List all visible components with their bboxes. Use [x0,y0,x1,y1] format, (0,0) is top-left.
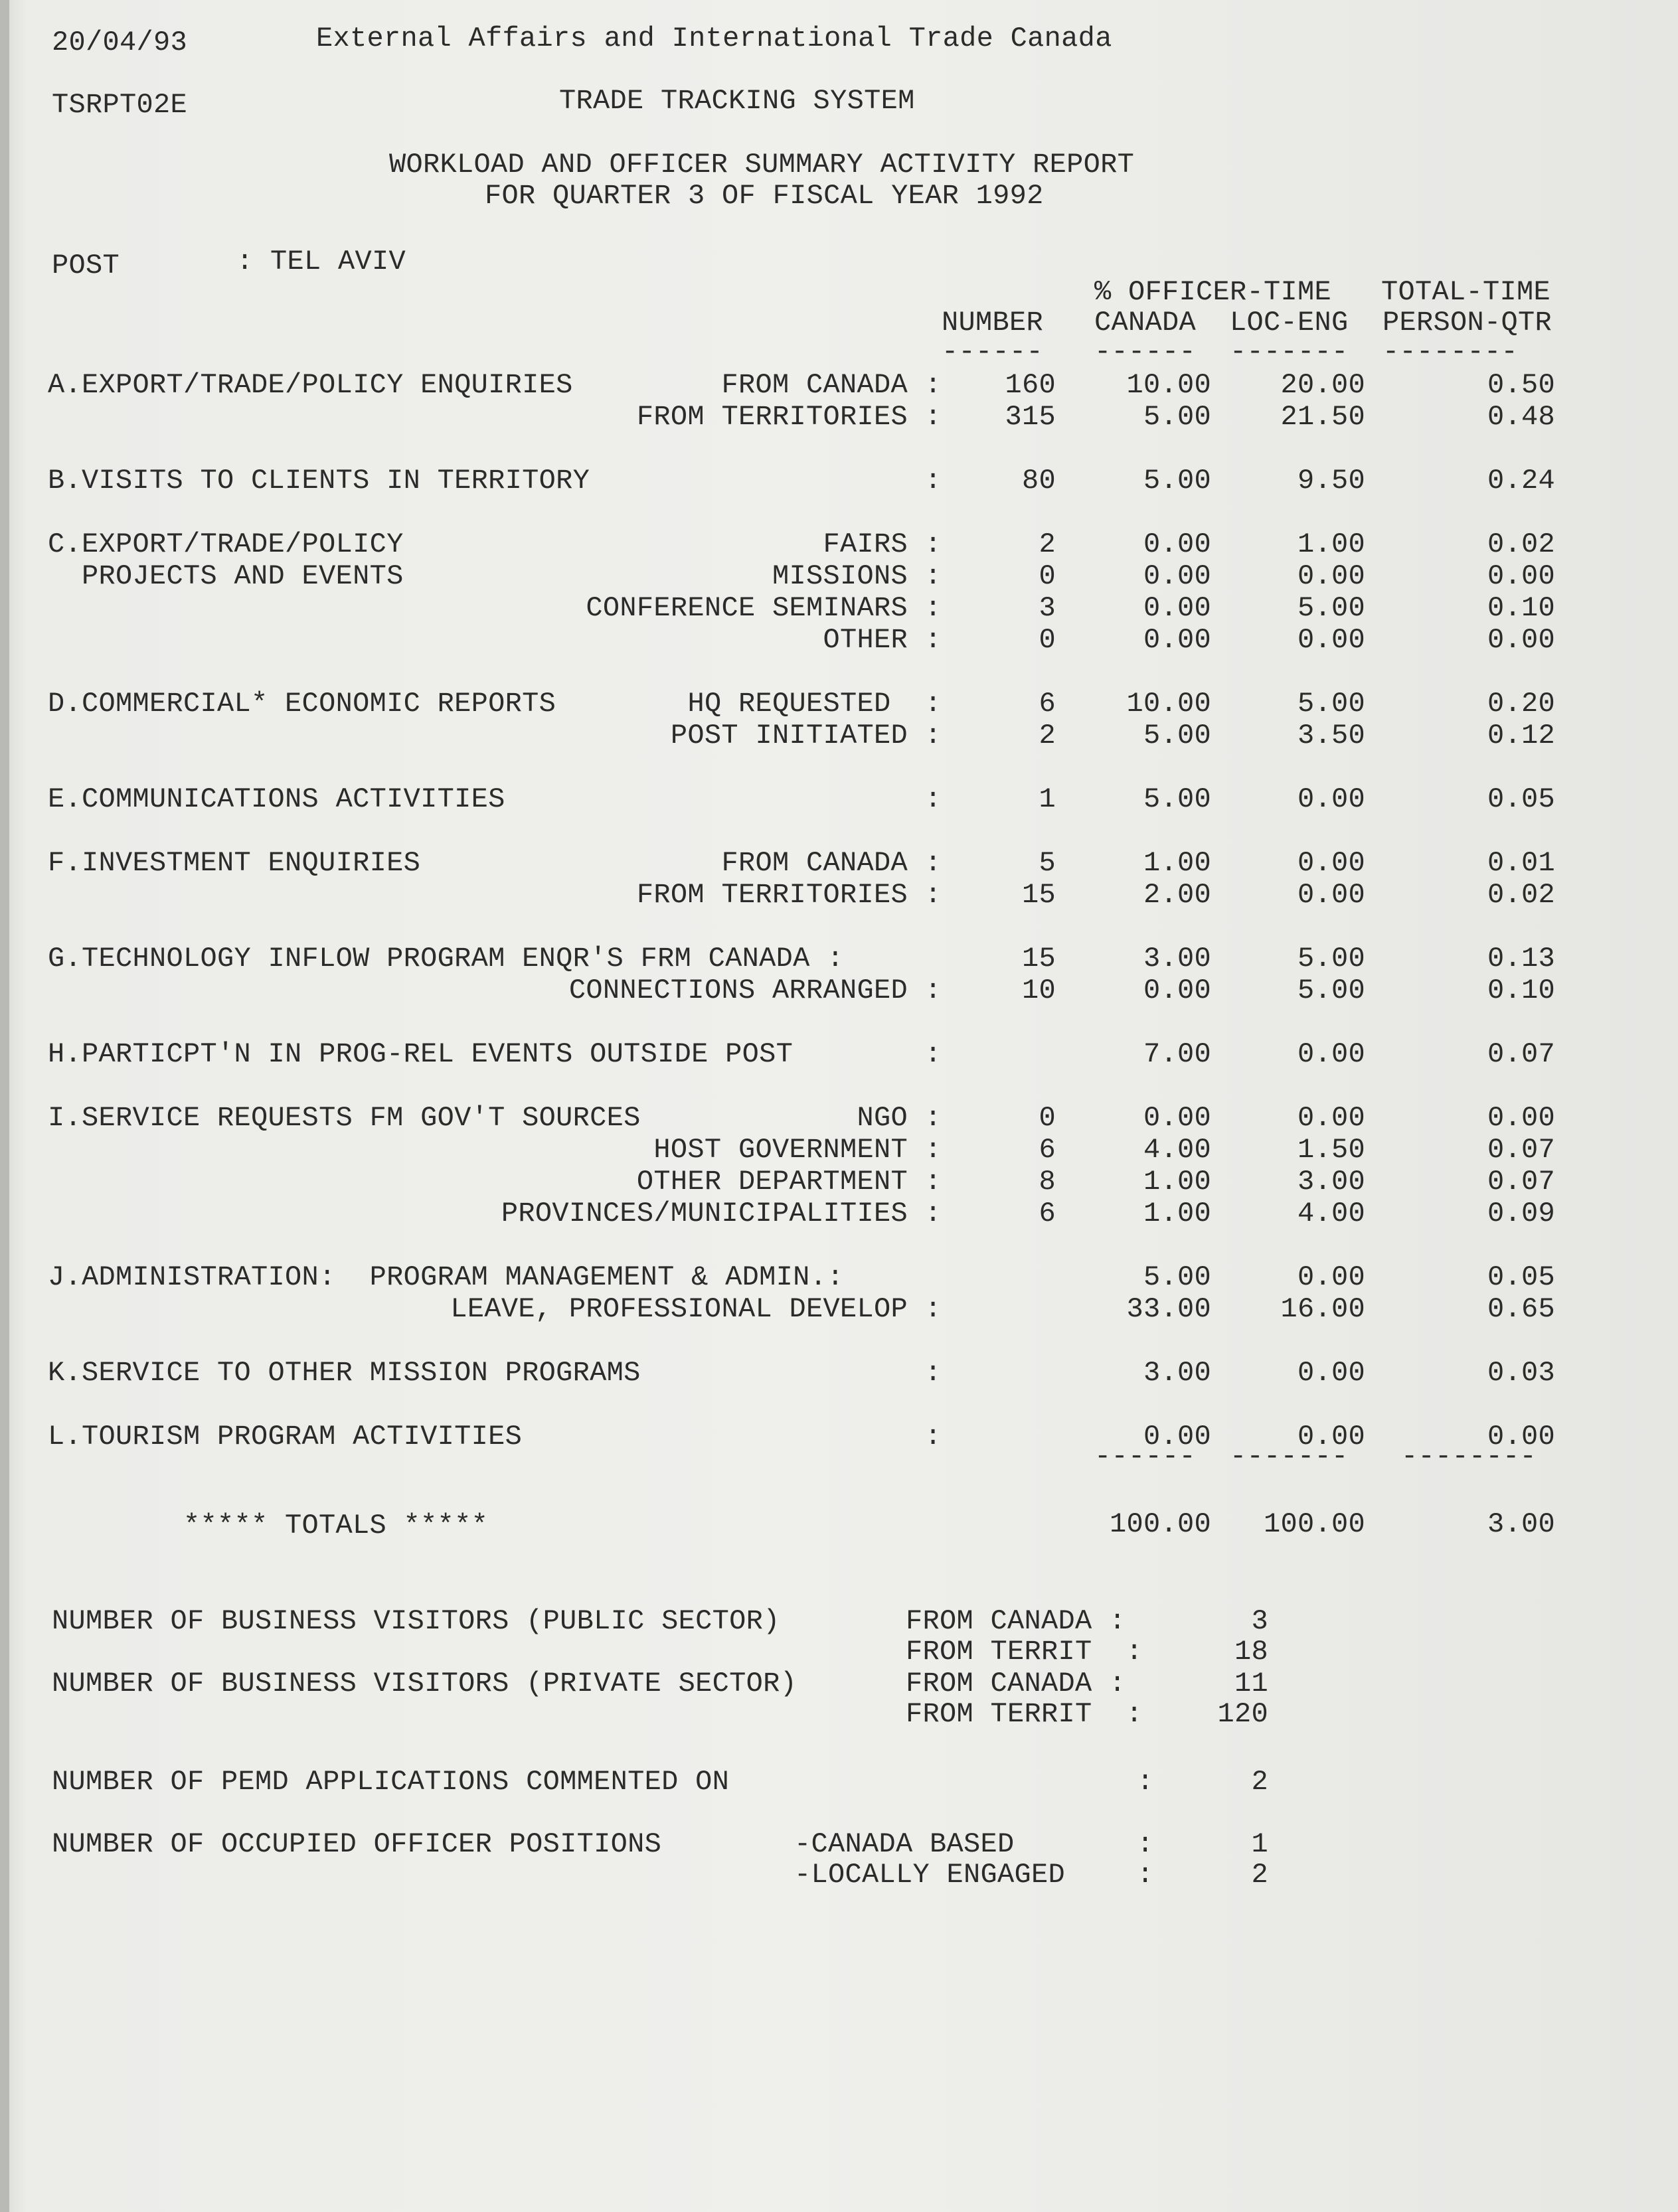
row-number: 6 [1039,1134,1056,1166]
row-loceng-pct: 0.00 [1297,1261,1365,1293]
row-canada-pct: 0.00 [1143,560,1211,592]
row-canada-pct: 0.00 [1143,1421,1211,1453]
row-loceng-pct: 0.00 [1297,560,1365,592]
row-person-qtr: 0.07 [1487,1166,1555,1198]
row-person-qtr: 0.02 [1487,528,1555,560]
row-sublabel: FROM TERRITORIES : [636,401,942,433]
row-person-qtr: 0.05 [1487,783,1555,815]
row-sublabel: MISSIONS : [772,560,942,592]
row-number: 8 [1039,1166,1056,1198]
row-number: 15 [1021,943,1056,975]
row-canada-pct: 33.00 [1126,1293,1211,1325]
row-canada-pct: 0.00 [1143,528,1211,560]
row-label: B.VISITS TO CLIENTS IN TERRITORY [48,465,590,497]
totals-person-underline: -------- [1401,1441,1537,1472]
row-number: 0 [1039,1102,1056,1134]
row-person-qtr: 0.12 [1487,720,1555,751]
row-person-qtr: 0.00 [1487,1421,1555,1453]
row-sublabel: POST INITIATED : [670,720,942,751]
row-canada-pct: 5.00 [1143,720,1211,751]
row-number: 15 [1021,879,1056,911]
visitors-private-from-territ: FROM TERRIT : [906,1698,1143,1730]
row-canada-pct: 10.00 [1126,369,1211,401]
visitors-private-from-canada: FROM CANADA : [906,1668,1126,1699]
row-label: C.EXPORT/TRADE/POLICY [48,528,404,560]
row-person-qtr: 0.00 [1487,560,1555,592]
row-sublabel: : [924,783,942,815]
number-underline: ------ [942,336,1044,368]
row-loceng-pct: 4.00 [1297,1198,1365,1229]
row-loceng-pct: 0.00 [1297,847,1365,879]
row-label: D.COMMERCIAL* ECONOMIC REPORTS [48,688,556,720]
row-loceng-pct: 3.50 [1297,720,1365,751]
row-sublabel: FROM TERRITORIES : [636,879,942,911]
row-loceng-pct: 1.50 [1297,1134,1365,1166]
row-number: 6 [1039,688,1056,720]
row-number: 0 [1039,624,1056,656]
positions-canada-colon: : [1137,1828,1154,1860]
row-sublabel: NGO : [857,1102,942,1134]
visitors-public-from-canada: FROM CANADA : [906,1605,1126,1637]
totals-canada: 100.00 [1109,1508,1211,1540]
row-canada-pct: 0.00 [1143,1102,1211,1134]
row-loceng-pct: 21.50 [1280,401,1365,433]
row-label: A.EXPORT/TRADE/POLICY ENQUIRIES [48,369,573,401]
row-loceng-pct: 9.50 [1297,465,1365,497]
row-person-qtr: 0.03 [1487,1357,1555,1389]
row-person-qtr: 0.09 [1487,1198,1555,1229]
row-sublabel: OTHER DEPARTMENT : [636,1166,942,1198]
row-person-qtr: 0.07 [1487,1134,1555,1166]
row-number: 3 [1039,592,1056,624]
row-loceng-pct: 5.00 [1297,943,1365,975]
row-person-qtr: 0.01 [1487,847,1555,879]
row-loceng-pct: 5.00 [1297,592,1365,624]
row-canada-pct: 1.00 [1143,847,1211,879]
row-person-qtr: 0.48 [1487,401,1555,433]
row-canada-pct: 2.00 [1143,879,1211,911]
positions-locally-colon: : [1137,1859,1154,1891]
department-name: External Affairs and International Trade Canada [316,23,1112,54]
row-loceng-pct: 0.00 [1297,1102,1365,1134]
canada-underline: ------ [1094,336,1197,368]
row-label: K.SERVICE TO OTHER MISSION PROGRAMS [48,1357,641,1389]
row-label: PROJECTS AND EVENTS [48,560,404,592]
row-sublabel: FROM CANADA : [721,369,942,401]
row-canada-pct: 5.00 [1143,1261,1211,1293]
row-sublabel: : [924,1421,942,1453]
row-person-qtr: 0.65 [1487,1293,1555,1325]
row-person-qtr: 0.00 [1487,1102,1555,1134]
row-person-qtr: 0.10 [1487,975,1555,1006]
row-loceng-pct: 0.00 [1297,1357,1365,1389]
row-canada-pct: 0.00 [1143,624,1211,656]
pemd-colon: : [1137,1766,1154,1798]
row-sublabel: FROM CANADA : [721,847,942,879]
row-number: 160 [1005,369,1056,401]
visitors-public-territ-value: 18 [1234,1636,1268,1668]
loceng-underline: ------- [1230,336,1349,368]
row-label: E.COMMUNICATIONS ACTIVITIES [48,783,505,815]
row-loceng-pct: 0.00 [1297,783,1365,815]
page-edge [0,0,9,2212]
row-sublabel: LEAVE, PROFESSIONAL DEVELOP : [450,1293,942,1325]
row-loceng-pct: 5.00 [1297,688,1365,720]
row-canada-pct: 5.00 [1143,783,1211,815]
row-number: 80 [1021,465,1056,497]
row-sublabel: FAIRS : [823,528,942,560]
row-person-qtr: 0.07 [1487,1038,1555,1070]
report-date: 20/04/93 [52,27,188,58]
positions-canada-based: -CANADA BASED [794,1828,1015,1860]
visitors-private-territ-value: 120 [1217,1698,1268,1730]
row-loceng-pct: 0.00 [1297,624,1365,656]
pemd-label: NUMBER OF PEMD APPLICATIONS COMMENTED ON [52,1766,730,1798]
row-canada-pct: 1.00 [1143,1198,1211,1229]
row-person-qtr: 0.20 [1487,688,1555,720]
positions-locally-engaged: -LOCALLY ENGAGED [794,1859,1066,1891]
row-sublabel: OTHER : [823,624,942,656]
row-canada-pct: 5.00 [1143,401,1211,433]
row-person-qtr: 0.10 [1487,592,1555,624]
totals-person-qtr: 3.00 [1487,1508,1555,1540]
visitors-private-canada-value: 11 [1234,1668,1268,1699]
row-loceng-pct: 3.00 [1297,1166,1365,1198]
visitors-public-canada-value: 3 [1251,1605,1268,1637]
row-canada-pct: 5.00 [1143,465,1211,497]
row-number: 1 [1039,783,1056,815]
positions-locally-value: 2 [1251,1859,1268,1891]
row-sublabel: CONFERENCE SEMINARS : [586,592,942,624]
row-sublabel: CONNECTIONS ARRANGED : [568,975,942,1006]
row-loceng-pct: 20.00 [1280,369,1365,401]
row-sublabel: HQ REQUESTED : [687,688,942,720]
visitors-private-label: NUMBER OF BUSINESS VISITORS (PRIVATE SECTOR) [52,1668,797,1699]
row-loceng-pct: 0.00 [1297,879,1365,911]
row-number: 315 [1005,401,1056,433]
totals-canada-underline: ------ [1094,1441,1197,1472]
row-canada-pct: 4.00 [1143,1134,1211,1166]
pemd-value: 2 [1251,1766,1268,1798]
row-loceng-pct: 5.00 [1297,975,1365,1006]
row-canada-pct: 0.00 [1143,592,1211,624]
report-title-line2: FOR QUARTER 3 OF FISCAL YEAR 1992 [485,180,1044,212]
row-label: L.TOURISM PROGRAM ACTIVITIES [48,1421,523,1453]
total-time-header: TOTAL-TIME [1381,276,1551,308]
person-qtr-underline: -------- [1383,336,1519,368]
row-label: I.SERVICE REQUESTS FM GOV'T SOURCES [48,1102,641,1134]
positions-label: NUMBER OF OCCUPIED OFFICER POSITIONS [52,1828,662,1860]
totals-loceng: 100.00 [1263,1508,1365,1540]
row-loceng-pct: 0.00 [1297,1038,1365,1070]
pct-officer-time-header: % OFFICER-TIME [1094,276,1332,308]
visitors-public-label: NUMBER OF BUSINESS VISITORS (PUBLIC SECTOR) [52,1605,780,1637]
totals-loceng-underline: ------- [1230,1441,1349,1472]
row-person-qtr: 0.13 [1487,943,1555,975]
row-person-qtr: 0.24 [1487,465,1555,497]
row-canada-pct: 1.00 [1143,1166,1211,1198]
row-loceng-pct: 16.00 [1280,1293,1365,1325]
visitors-public-from-territ: FROM TERRIT : [906,1636,1143,1668]
person-qtr-column-header: PERSON-QTR [1383,307,1552,339]
row-sublabel: HOST GOVERNMENT : [653,1134,942,1166]
row-label: F.INVESTMENT ENQUIRIES [48,847,421,879]
row-number: 0 [1039,560,1056,592]
row-sublabel: PROVINCES/MUNICIPALITIES : [501,1198,942,1229]
system-name: TRADE TRACKING SYSTEM [559,85,915,117]
row-person-qtr: 0.00 [1487,624,1555,656]
row-number: 10 [1021,975,1056,1006]
report-title-line1: WORKLOAD AND OFFICER SUMMARY ACTIVITY REPORT [389,149,1135,181]
row-sublabel: : [924,465,942,497]
row-loceng-pct: 0.00 [1297,1421,1365,1453]
canada-column-header: CANADA [1094,307,1197,339]
post-label: POST [52,250,120,281]
row-loceng-pct: 1.00 [1297,528,1365,560]
row-canada-pct: 7.00 [1143,1038,1211,1070]
row-number: 6 [1039,1198,1056,1229]
row-label: G.TECHNOLOGY INFLOW PROGRAM ENQR'S FRM CANADA : [48,943,844,975]
row-number: 5 [1039,847,1056,879]
row-canada-pct: 3.00 [1143,1357,1211,1389]
totals-label: ***** TOTALS ***** [183,1510,489,1541]
post-value: : TEL AVIV [236,246,406,277]
positions-canada-value: 1 [1251,1828,1268,1860]
row-canada-pct: 10.00 [1126,688,1211,720]
number-column-header: NUMBER [942,307,1044,339]
row-canada-pct: 0.00 [1143,975,1211,1006]
report-id: TSRPT02E [52,89,188,121]
row-sublabel: : [924,1357,942,1389]
row-sublabel: : [924,1038,942,1070]
row-person-qtr: 0.50 [1487,369,1555,401]
row-person-qtr: 0.02 [1487,879,1555,911]
row-person-qtr: 0.05 [1487,1261,1555,1293]
loceng-column-header: LOC-ENG [1230,307,1349,339]
row-number: 2 [1039,528,1056,560]
row-label: J.ADMINISTRATION: PROGRAM MANAGEMENT & ADMIN.: [48,1261,844,1293]
row-number: 2 [1039,720,1056,751]
row-label: H.PARTICPT'N IN PROG-REL EVENTS OUTSIDE POST [48,1038,794,1070]
row-canada-pct: 3.00 [1143,943,1211,975]
